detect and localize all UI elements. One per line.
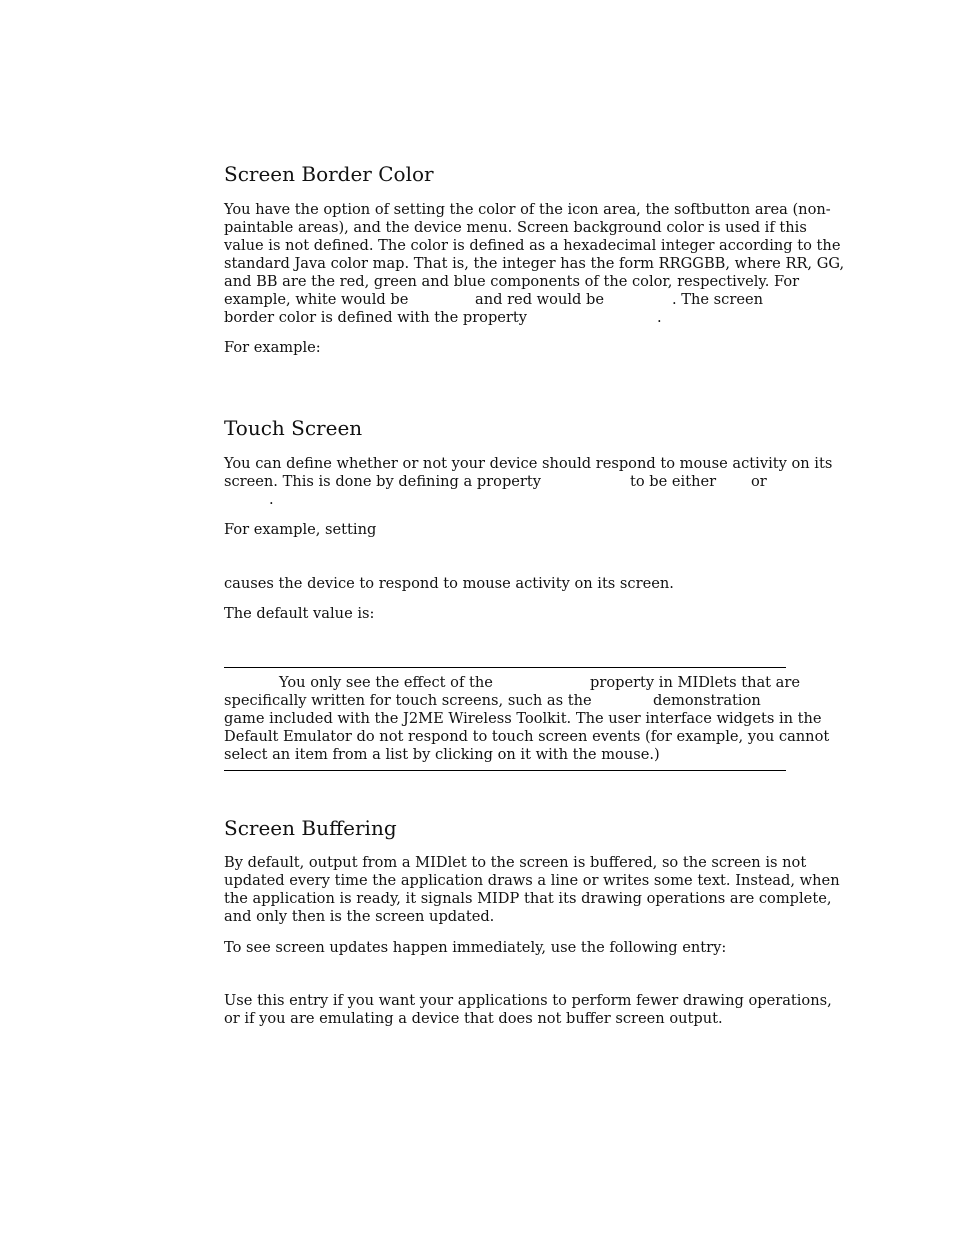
paragraph-use-entry: [224, 992, 832, 1028]
text-line: You have the option of setting the color of the icon area, the softbutton area (non-: [224, 201, 831, 218]
text-fragment: .: [657, 309, 662, 326]
text-line: and BB are the red, green and blue components of the color, respectively. For: [224, 273, 800, 290]
text-fragment: . The screen: [672, 291, 763, 308]
paragraph-border-color: [224, 201, 845, 327]
text-fragment: specifically written for touch screens, such as the: [224, 692, 592, 709]
text-line: updated every time the application draws a line or writes some text. Instead, when: [224, 872, 840, 889]
paragraph-for-example: [224, 339, 786, 357]
heading-touch-screen: Touch Screen: [224, 416, 363, 440]
text-fragment: screen. This is done by defining a property: [224, 473, 542, 490]
text-fragment: property in MIDlets that are: [590, 674, 800, 691]
paragraph-causes: [224, 575, 786, 593]
text-line: standard Java color map. That is, the integer has the form RRGGBB, where RR, GG,: [224, 255, 845, 272]
text-line: .: [269, 491, 274, 508]
text-fragment: or: [751, 473, 767, 490]
paragraph-setting: [224, 521, 786, 539]
paragraph-immediate: [224, 939, 786, 957]
text-line: Use this entry if you want your applications to perform fewer drawing operations,: [224, 992, 832, 1009]
text-line: game included with the J2ME Wireless Toolkit. The user interface widgets in the: [224, 710, 822, 727]
text-line: select an item from a list by clicking on it with the mouse.): [224, 746, 660, 763]
paragraph-touch-screen: [224, 455, 833, 509]
note-bottom-rule: [224, 770, 786, 771]
text-fragment: to be either: [630, 473, 717, 490]
text-line: To see screen updates happen immediately, use the following entry:: [224, 939, 727, 956]
text-line: and only then is the screen updated.: [224, 908, 495, 925]
text-line: causes the device to respond to mouse activity on its screen.: [224, 575, 674, 592]
text-line: For example:: [224, 339, 321, 356]
text-line: or if you are emulating a device that does not buffer screen output.: [224, 1010, 723, 1027]
text-line: [224, 291, 786, 309]
text-line: By default, output from a MIDlet to the screen is buffered, so the screen is not: [224, 854, 807, 871]
text-line: Default Emulator do not respond to touch screen events (for example, you cannot: [224, 728, 830, 745]
text-line: the application is ready, it signals MIDP that its drawing operations are complete,: [224, 890, 832, 907]
text-line: The default value is:: [224, 605, 375, 622]
text-line: paintable areas), and the device menu. Screen background color is used if this: [224, 219, 807, 236]
text-line: You can define whether or not your device should respond to mouse activity on its: [224, 455, 833, 472]
text-line: [224, 473, 786, 491]
note-top-rule: [224, 667, 786, 668]
text-line: [224, 674, 800, 692]
text-line: For example, setting: [224, 521, 377, 538]
note-paragraph: [224, 674, 830, 764]
text-line: value is not defined. The color is defined as a hexadecimal integer according to the: [224, 237, 841, 254]
paragraph-buffering: [224, 854, 840, 926]
text-line: [224, 692, 786, 710]
text-fragment: You only see the effect of the: [279, 674, 493, 691]
text-line: [224, 309, 786, 327]
paragraph-default-value: [224, 605, 786, 623]
text-fragment: demonstration: [653, 692, 761, 709]
heading-screen-buffering: Screen Buffering: [224, 816, 397, 840]
heading-screen-border-color: Screen Border Color: [224, 162, 434, 186]
text-fragment: and red would be: [475, 291, 604, 308]
text-fragment: example, white would be: [224, 291, 409, 308]
text-fragment: border color is defined with the property: [224, 309, 528, 326]
